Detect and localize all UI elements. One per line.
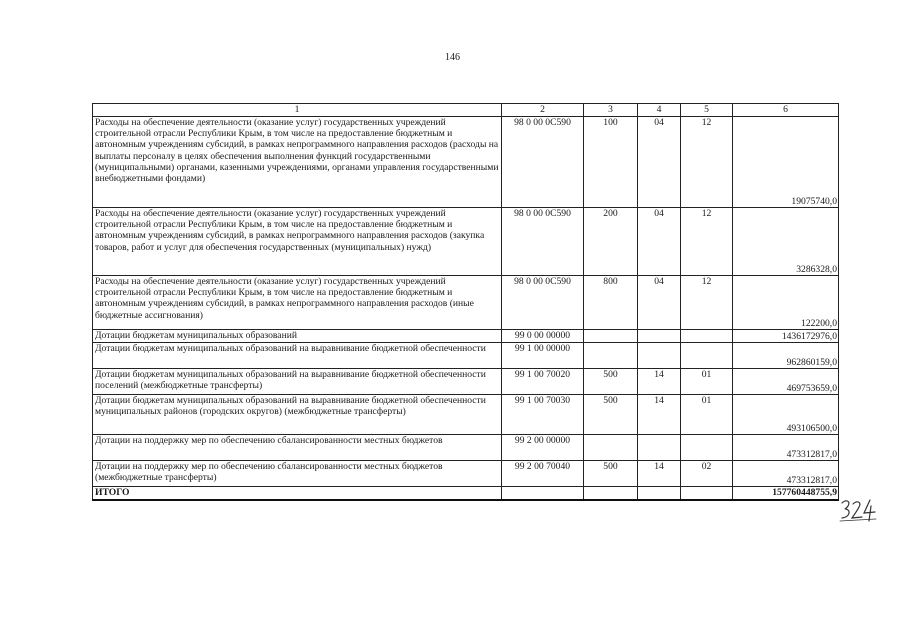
- table-row: [93, 395, 839, 435]
- column-header-1: 1: [93, 104, 502, 117]
- row-name: Дотации бюджетам муниципальных образований на выравнивание бюджетной обеспеченности поселений (межбюджетные трансферты): [93, 369, 502, 395]
- row-code: 99 1 00 70020: [502, 369, 584, 395]
- row-col3: 500: [584, 461, 638, 487]
- page-number: 146: [445, 52, 460, 63]
- column-header-3: 3: [584, 104, 638, 117]
- table-row: [93, 330, 839, 343]
- total-empty-cell: [584, 487, 638, 500]
- total-amount: 157760448755,9: [733, 487, 839, 500]
- column-header-6: 6: [733, 104, 839, 117]
- row-name: Расходы на обеспечение деятельности (оказание услуг) государственных учреждений строительной отрасли Республики Крым, в том числе на предоставление бюджетным и автономным учреждениям субсидий, в рамках непрограммного направления расходов (расходы на выплаты персоналу в целях обеспечения выполнения функций государственными (муниципальными) органами, казенными учреждениями, органами управления государственными внебюджетными фондами): [93, 117, 502, 208]
- row-amount: 493106500,0: [733, 395, 839, 435]
- row-col5: 12: [681, 117, 733, 208]
- row-code: 99 0 00 00000: [502, 330, 584, 343]
- table-row: [93, 117, 839, 208]
- row-col4: [638, 330, 681, 343]
- row-name: Дотации на поддержку мер по обеспечению сбалансированности местных бюджетов: [93, 435, 502, 461]
- row-col3: 500: [584, 369, 638, 395]
- row-amount: 962860159,0: [733, 343, 839, 369]
- row-amount: 1436172976,0: [733, 330, 839, 343]
- table-row: [93, 208, 839, 276]
- row-col5: [681, 330, 733, 343]
- row-col4: 14: [638, 369, 681, 395]
- row-code: 99 1 00 00000: [502, 343, 584, 369]
- row-col4: 04: [638, 117, 681, 208]
- row-code: 99 2 00 00000: [502, 435, 584, 461]
- row-name: Дотации на поддержку мер по обеспечению сбалансированности местных бюджетов (межбюджетные трансферты): [93, 461, 502, 487]
- column-header-5: 5: [681, 104, 733, 117]
- row-col5: 12: [681, 276, 733, 330]
- row-col4: 14: [638, 395, 681, 435]
- row-code: 99 1 00 70030: [502, 395, 584, 435]
- total-label: ИТОГО: [93, 487, 502, 500]
- row-col4: 14: [638, 461, 681, 487]
- total-row: [93, 487, 839, 500]
- row-name: Дотации бюджетам муниципальных образований на выравнивание бюджетной обеспеченности муниципальных районов (городских округов) (межбюджетные трансферты): [93, 395, 502, 435]
- column-header-2: 2: [502, 104, 584, 117]
- table-row: [93, 461, 839, 487]
- row-col3: [584, 343, 638, 369]
- row-name: Расходы на обеспечение деятельности (оказание услуг) государственных учреждений строительной отрасли Республики Крым, в том числе на предоставление бюджетным и автономным учреждениям субсидий, в рамках непрограммного направления расходов (иные бюджетные ассигнования): [93, 276, 502, 330]
- row-amount: 473312817,0: [733, 461, 839, 487]
- row-col5: 12: [681, 208, 733, 276]
- row-code: 98 0 00 0С590: [502, 276, 584, 330]
- row-col5: [681, 343, 733, 369]
- row-col4: 04: [638, 208, 681, 276]
- row-amount: 469753659,0: [733, 369, 839, 395]
- row-col4: [638, 343, 681, 369]
- row-code: 98 0 00 0С590: [502, 208, 584, 276]
- total-empty-cell: [502, 487, 584, 500]
- budget-table: [92, 103, 839, 501]
- row-col5: 01: [681, 395, 733, 435]
- row-col3: 100: [584, 117, 638, 208]
- column-header-4: 4: [638, 104, 681, 117]
- row-col3: 500: [584, 395, 638, 435]
- row-col5: 02: [681, 461, 733, 487]
- table-header-row: [93, 104, 839, 117]
- row-col4: 04: [638, 276, 681, 330]
- row-name: Дотации бюджетам муниципальных образований на выравнивание бюджетной обеспеченности: [93, 343, 502, 369]
- table-row: [93, 369, 839, 395]
- row-amount: 3286328,0: [733, 208, 839, 276]
- table-row: [93, 276, 839, 330]
- row-col3: [584, 330, 638, 343]
- table-row: [93, 435, 839, 461]
- row-col4: [638, 435, 681, 461]
- row-col5: 01: [681, 369, 733, 395]
- handwritten-sheet-number: [838, 498, 878, 522]
- row-col3: 200: [584, 208, 638, 276]
- row-amount: 473312817,0: [733, 435, 839, 461]
- row-amount: 122200,0: [733, 276, 839, 330]
- row-code: 99 2 00 70040: [502, 461, 584, 487]
- row-col3: [584, 435, 638, 461]
- row-name: Расходы на обеспечение деятельности (оказание услуг) государственных учреждений строительной отрасли Республики Крым, в том числе на предоставление бюджетным и автономным учреждениям субсидий, в рамках непрограммного направления расходов (закупка товаров, работ и услуг для обеспечения государственных (муниципальных) нужд): [93, 208, 502, 276]
- total-empty-cell: [638, 487, 681, 500]
- row-code: 98 0 00 0С590: [502, 117, 584, 208]
- row-name: Дотации бюджетам муниципальных образований: [93, 330, 502, 343]
- table-row: [93, 343, 839, 369]
- row-amount: 19075740,0: [733, 117, 839, 208]
- row-col3: 800: [584, 276, 638, 330]
- total-empty-cell: [681, 487, 733, 500]
- row-col5: [681, 435, 733, 461]
